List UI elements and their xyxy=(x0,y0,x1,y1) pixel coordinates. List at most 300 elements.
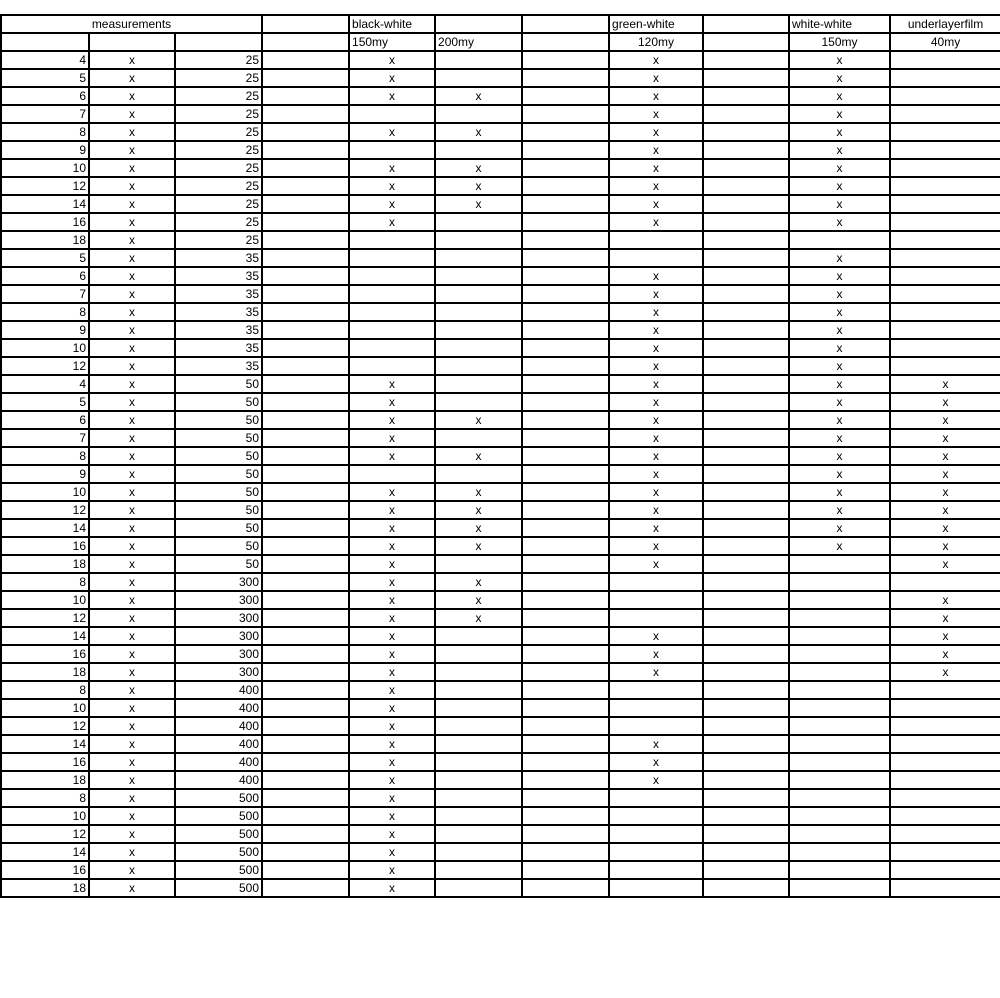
table-cell[interactable]: x xyxy=(349,753,435,771)
table-cell[interactable]: x xyxy=(890,537,1000,555)
table-cell[interactable] xyxy=(703,483,789,501)
table-cell[interactable]: x xyxy=(349,447,435,465)
table-cell[interactable] xyxy=(522,159,609,177)
table-cell[interactable]: x xyxy=(609,519,703,537)
table-cell[interactable] xyxy=(262,519,349,537)
table-cell[interactable] xyxy=(262,645,349,663)
table-cell[interactable]: x xyxy=(89,141,175,159)
table-cell[interactable]: x xyxy=(89,231,175,249)
table-cell[interactable]: x xyxy=(890,645,1000,663)
table-cell[interactable] xyxy=(703,177,789,195)
table-cell[interactable]: x xyxy=(609,213,703,231)
table-cell[interactable]: 400 xyxy=(175,681,262,699)
table-cell[interactable]: x xyxy=(789,213,890,231)
table-cell[interactable]: 50 xyxy=(175,501,262,519)
table-cell[interactable]: 16 xyxy=(1,861,89,879)
table-cell[interactable] xyxy=(609,861,703,879)
table-cell[interactable] xyxy=(435,771,522,789)
header-underlayerfilm[interactable]: underlayerfilm xyxy=(890,15,1000,33)
table-cell[interactable] xyxy=(435,807,522,825)
table-cell[interactable]: 35 xyxy=(175,285,262,303)
table-cell[interactable] xyxy=(522,303,609,321)
table-cell[interactable] xyxy=(789,825,890,843)
table-cell[interactable] xyxy=(522,753,609,771)
header-thickness-40my[interactable]: 40my xyxy=(890,33,1000,51)
table-cell[interactable]: x xyxy=(89,627,175,645)
table-cell[interactable] xyxy=(262,555,349,573)
table-cell[interactable]: 50 xyxy=(175,429,262,447)
table-cell[interactable] xyxy=(703,627,789,645)
table-cell[interactable] xyxy=(522,69,609,87)
table-cell[interactable]: x xyxy=(435,159,522,177)
header-black-white[interactable]: black-white xyxy=(349,15,435,33)
table-cell[interactable] xyxy=(890,123,1000,141)
table-cell[interactable]: x xyxy=(89,339,175,357)
table-cell[interactable] xyxy=(609,825,703,843)
table-cell[interactable] xyxy=(435,555,522,573)
table-cell[interactable] xyxy=(890,699,1000,717)
table-cell[interactable]: x xyxy=(609,375,703,393)
table-cell[interactable] xyxy=(435,51,522,69)
table-cell[interactable]: x xyxy=(789,159,890,177)
table-cell[interactable]: x xyxy=(89,267,175,285)
table-cell[interactable]: x xyxy=(435,591,522,609)
table-cell[interactable]: x xyxy=(609,447,703,465)
table-cell[interactable]: x xyxy=(609,69,703,87)
table-cell[interactable] xyxy=(522,699,609,717)
table-cell[interactable]: x xyxy=(349,483,435,501)
table-cell[interactable] xyxy=(522,339,609,357)
table-cell[interactable] xyxy=(262,285,349,303)
table-cell[interactable]: 5 xyxy=(1,249,89,267)
table-cell[interactable]: x xyxy=(789,375,890,393)
table-cell[interactable] xyxy=(435,249,522,267)
table-cell[interactable] xyxy=(703,231,789,249)
table-cell[interactable] xyxy=(262,735,349,753)
table-cell[interactable]: x xyxy=(789,519,890,537)
table-cell[interactable]: x xyxy=(89,663,175,681)
table-cell[interactable]: x xyxy=(89,213,175,231)
table-cell[interactable] xyxy=(789,789,890,807)
header-thickness-200my[interactable]: 200my xyxy=(435,33,522,51)
table-cell[interactable] xyxy=(349,465,435,483)
table-cell[interactable] xyxy=(349,249,435,267)
table-cell[interactable] xyxy=(349,285,435,303)
table-cell[interactable]: 16 xyxy=(1,537,89,555)
table-cell[interactable]: x xyxy=(349,195,435,213)
table-cell[interactable] xyxy=(890,717,1000,735)
table-cell[interactable]: 14 xyxy=(1,843,89,861)
table-cell[interactable] xyxy=(703,609,789,627)
table-cell[interactable]: x xyxy=(789,537,890,555)
table-cell[interactable] xyxy=(789,735,890,753)
table-cell[interactable]: x xyxy=(890,447,1000,465)
header-cell[interactable] xyxy=(703,15,789,33)
table-cell[interactable] xyxy=(789,555,890,573)
table-cell[interactable] xyxy=(262,537,349,555)
table-cell[interactable] xyxy=(522,51,609,69)
table-cell[interactable]: x xyxy=(789,105,890,123)
table-cell[interactable] xyxy=(703,861,789,879)
header-green-white[interactable]: green-white xyxy=(609,15,703,33)
table-cell[interactable] xyxy=(522,483,609,501)
table-cell[interactable] xyxy=(262,321,349,339)
table-cell[interactable]: x xyxy=(349,51,435,69)
table-cell[interactable]: x xyxy=(609,51,703,69)
table-cell[interactable] xyxy=(703,51,789,69)
table-cell[interactable]: 8 xyxy=(1,303,89,321)
table-cell[interactable]: 50 xyxy=(175,537,262,555)
table-cell[interactable]: 35 xyxy=(175,357,262,375)
table-cell[interactable] xyxy=(522,429,609,447)
table-cell[interactable] xyxy=(703,69,789,87)
table-cell[interactable] xyxy=(262,591,349,609)
table-cell[interactable] xyxy=(262,195,349,213)
table-cell[interactable]: x xyxy=(89,195,175,213)
table-cell[interactable] xyxy=(349,303,435,321)
table-cell[interactable] xyxy=(789,843,890,861)
table-cell[interactable] xyxy=(435,699,522,717)
table-cell[interactable]: x xyxy=(349,519,435,537)
table-cell[interactable] xyxy=(262,771,349,789)
table-cell[interactable] xyxy=(435,825,522,843)
header-cell[interactable] xyxy=(522,33,609,51)
table-cell[interactable]: 16 xyxy=(1,213,89,231)
table-cell[interactable] xyxy=(262,573,349,591)
table-cell[interactable]: 25 xyxy=(175,105,262,123)
table-cell[interactable]: 16 xyxy=(1,753,89,771)
table-cell[interactable]: 50 xyxy=(175,483,262,501)
table-cell[interactable] xyxy=(703,447,789,465)
table-cell[interactable] xyxy=(262,393,349,411)
table-cell[interactable]: x xyxy=(435,519,522,537)
table-cell[interactable]: x xyxy=(435,123,522,141)
table-cell[interactable] xyxy=(703,843,789,861)
table-cell[interactable] xyxy=(262,447,349,465)
table-cell[interactable] xyxy=(435,213,522,231)
table-cell[interactable] xyxy=(262,807,349,825)
table-cell[interactable] xyxy=(703,249,789,267)
table-cell[interactable] xyxy=(890,51,1000,69)
table-cell[interactable]: 12 xyxy=(1,609,89,627)
table-cell[interactable]: x xyxy=(349,555,435,573)
table-cell[interactable]: x xyxy=(349,375,435,393)
table-cell[interactable]: 8 xyxy=(1,789,89,807)
table-cell[interactable] xyxy=(522,663,609,681)
table-cell[interactable] xyxy=(703,195,789,213)
table-cell[interactable]: 35 xyxy=(175,303,262,321)
table-cell[interactable]: 300 xyxy=(175,627,262,645)
table-cell[interactable] xyxy=(890,879,1000,897)
table-cell[interactable] xyxy=(262,303,349,321)
table-cell[interactable]: x xyxy=(609,645,703,663)
table-cell[interactable]: x xyxy=(435,411,522,429)
table-cell[interactable]: x xyxy=(435,447,522,465)
table-cell[interactable] xyxy=(890,681,1000,699)
table-cell[interactable]: x xyxy=(89,537,175,555)
table-cell[interactable]: x xyxy=(890,465,1000,483)
table-cell[interactable] xyxy=(262,249,349,267)
table-cell[interactable] xyxy=(789,753,890,771)
header-cell[interactable] xyxy=(175,33,262,51)
table-cell[interactable]: x xyxy=(609,159,703,177)
table-cell[interactable]: x xyxy=(789,321,890,339)
table-cell[interactable]: x xyxy=(789,303,890,321)
table-cell[interactable]: x xyxy=(890,501,1000,519)
table-cell[interactable] xyxy=(890,753,1000,771)
table-cell[interactable]: 25 xyxy=(175,177,262,195)
table-cell[interactable]: x xyxy=(609,411,703,429)
table-cell[interactable] xyxy=(789,645,890,663)
table-cell[interactable]: x xyxy=(609,465,703,483)
table-cell[interactable]: 6 xyxy=(1,87,89,105)
table-cell[interactable]: 9 xyxy=(1,141,89,159)
table-cell[interactable]: x xyxy=(349,393,435,411)
header-cell[interactable] xyxy=(703,33,789,51)
table-cell[interactable] xyxy=(703,339,789,357)
table-cell[interactable] xyxy=(522,375,609,393)
table-cell[interactable] xyxy=(890,213,1000,231)
table-cell[interactable] xyxy=(522,789,609,807)
table-cell[interactable]: x xyxy=(890,429,1000,447)
table-cell[interactable]: 14 xyxy=(1,735,89,753)
table-cell[interactable]: 14 xyxy=(1,519,89,537)
table-cell[interactable] xyxy=(890,105,1000,123)
table-cell[interactable] xyxy=(349,105,435,123)
table-cell[interactable]: 500 xyxy=(175,843,262,861)
table-cell[interactable]: x xyxy=(89,105,175,123)
table-cell[interactable] xyxy=(435,861,522,879)
table-cell[interactable]: x xyxy=(609,141,703,159)
table-cell[interactable]: x xyxy=(349,645,435,663)
table-cell[interactable] xyxy=(262,177,349,195)
table-cell[interactable]: x xyxy=(349,573,435,591)
table-cell[interactable]: 500 xyxy=(175,861,262,879)
table-cell[interactable] xyxy=(435,105,522,123)
table-cell[interactable]: x xyxy=(609,627,703,645)
table-cell[interactable]: x xyxy=(89,591,175,609)
table-cell[interactable]: 35 xyxy=(175,339,262,357)
table-cell[interactable] xyxy=(703,699,789,717)
table-cell[interactable]: x xyxy=(609,177,703,195)
table-cell[interactable] xyxy=(522,645,609,663)
table-cell[interactable]: x xyxy=(435,195,522,213)
table-cell[interactable]: x xyxy=(349,177,435,195)
table-cell[interactable] xyxy=(703,411,789,429)
table-cell[interactable]: x xyxy=(349,609,435,627)
table-cell[interactable]: x xyxy=(789,69,890,87)
table-cell[interactable] xyxy=(262,159,349,177)
table-cell[interactable]: x xyxy=(349,717,435,735)
table-cell[interactable]: 25 xyxy=(175,51,262,69)
table-cell[interactable]: x xyxy=(435,609,522,627)
table-cell[interactable]: 25 xyxy=(175,231,262,249)
header-cell[interactable] xyxy=(1,33,89,51)
table-cell[interactable] xyxy=(435,429,522,447)
table-cell[interactable] xyxy=(890,321,1000,339)
table-cell[interactable]: 25 xyxy=(175,195,262,213)
table-cell[interactable]: x xyxy=(609,87,703,105)
table-cell[interactable] xyxy=(522,609,609,627)
table-cell[interactable]: x xyxy=(89,501,175,519)
table-cell[interactable]: 25 xyxy=(175,87,262,105)
table-cell[interactable] xyxy=(262,699,349,717)
table-cell[interactable]: 50 xyxy=(175,411,262,429)
table-cell[interactable]: 35 xyxy=(175,321,262,339)
table-cell[interactable] xyxy=(435,789,522,807)
table-cell[interactable]: x xyxy=(89,357,175,375)
table-cell[interactable] xyxy=(262,825,349,843)
table-cell[interactable] xyxy=(262,753,349,771)
table-cell[interactable] xyxy=(890,177,1000,195)
table-cell[interactable] xyxy=(349,141,435,159)
table-cell[interactable] xyxy=(703,429,789,447)
table-cell[interactable] xyxy=(789,663,890,681)
table-cell[interactable]: x xyxy=(349,213,435,231)
table-cell[interactable]: 50 xyxy=(175,555,262,573)
table-cell[interactable] xyxy=(522,825,609,843)
table-cell[interactable]: x xyxy=(89,645,175,663)
table-cell[interactable] xyxy=(522,861,609,879)
table-cell[interactable]: 7 xyxy=(1,429,89,447)
table-cell[interactable]: x xyxy=(890,591,1000,609)
table-cell[interactable]: x xyxy=(890,375,1000,393)
table-cell[interactable] xyxy=(703,285,789,303)
table-cell[interactable]: x xyxy=(435,573,522,591)
table-cell[interactable]: 500 xyxy=(175,789,262,807)
table-cell[interactable]: 18 xyxy=(1,663,89,681)
table-cell[interactable] xyxy=(522,735,609,753)
table-cell[interactable]: x xyxy=(789,123,890,141)
table-cell[interactable]: 10 xyxy=(1,483,89,501)
table-cell[interactable] xyxy=(703,213,789,231)
table-cell[interactable] xyxy=(703,825,789,843)
table-cell[interactable] xyxy=(890,735,1000,753)
table-cell[interactable]: x xyxy=(609,483,703,501)
table-cell[interactable] xyxy=(435,627,522,645)
table-cell[interactable]: 8 xyxy=(1,681,89,699)
table-cell[interactable] xyxy=(349,321,435,339)
table-cell[interactable]: x xyxy=(349,699,435,717)
table-cell[interactable]: x xyxy=(89,375,175,393)
table-cell[interactable]: x xyxy=(89,519,175,537)
header-cell[interactable] xyxy=(522,15,609,33)
table-cell[interactable]: x xyxy=(789,465,890,483)
table-cell[interactable]: x xyxy=(349,87,435,105)
table-cell[interactable]: x xyxy=(435,501,522,519)
table-cell[interactable] xyxy=(890,771,1000,789)
table-cell[interactable] xyxy=(703,87,789,105)
table-cell[interactable]: 500 xyxy=(175,879,262,897)
table-cell[interactable]: 12 xyxy=(1,357,89,375)
table-cell[interactable]: x xyxy=(435,87,522,105)
table-cell[interactable] xyxy=(703,105,789,123)
table-cell[interactable]: 300 xyxy=(175,609,262,627)
table-cell[interactable] xyxy=(703,591,789,609)
table-cell[interactable]: x xyxy=(609,321,703,339)
table-cell[interactable] xyxy=(703,123,789,141)
table-cell[interactable] xyxy=(789,627,890,645)
table-cell[interactable]: x xyxy=(89,861,175,879)
table-cell[interactable] xyxy=(522,249,609,267)
table-cell[interactable]: 12 xyxy=(1,825,89,843)
table-cell[interactable] xyxy=(890,789,1000,807)
table-cell[interactable]: 10 xyxy=(1,159,89,177)
table-cell[interactable]: 18 xyxy=(1,555,89,573)
table-cell[interactable]: x xyxy=(609,771,703,789)
header-white-white[interactable]: white-white xyxy=(789,15,890,33)
table-cell[interactable]: 6 xyxy=(1,267,89,285)
table-cell[interactable]: 8 xyxy=(1,447,89,465)
table-cell[interactable]: 14 xyxy=(1,195,89,213)
table-cell[interactable]: x xyxy=(890,663,1000,681)
table-cell[interactable]: x xyxy=(349,537,435,555)
table-cell[interactable]: x xyxy=(890,393,1000,411)
table-cell[interactable] xyxy=(703,321,789,339)
table-cell[interactable] xyxy=(789,681,890,699)
table-cell[interactable] xyxy=(522,195,609,213)
table-cell[interactable] xyxy=(435,357,522,375)
table-cell[interactable] xyxy=(609,573,703,591)
table-cell[interactable]: x xyxy=(349,843,435,861)
table-cell[interactable]: 300 xyxy=(175,645,262,663)
table-cell[interactable] xyxy=(703,303,789,321)
table-cell[interactable]: x xyxy=(349,735,435,753)
header-thickness-150my[interactable]: 150my xyxy=(349,33,435,51)
table-cell[interactable] xyxy=(522,771,609,789)
table-cell[interactable] xyxy=(522,87,609,105)
table-cell[interactable] xyxy=(890,87,1000,105)
table-cell[interactable] xyxy=(435,753,522,771)
table-cell[interactable]: x xyxy=(89,465,175,483)
table-cell[interactable]: x xyxy=(609,339,703,357)
table-cell[interactable]: x xyxy=(89,429,175,447)
table-cell[interactable] xyxy=(435,879,522,897)
table-cell[interactable]: x xyxy=(609,393,703,411)
table-cell[interactable]: x xyxy=(89,411,175,429)
table-cell[interactable]: 300 xyxy=(175,663,262,681)
table-cell[interactable] xyxy=(435,717,522,735)
table-cell[interactable]: x xyxy=(789,51,890,69)
table-cell[interactable]: 12 xyxy=(1,501,89,519)
table-cell[interactable]: x xyxy=(609,537,703,555)
table-cell[interactable] xyxy=(703,537,789,555)
table-cell[interactable] xyxy=(522,321,609,339)
table-cell[interactable] xyxy=(262,51,349,69)
table-cell[interactable]: x xyxy=(349,807,435,825)
table-cell[interactable] xyxy=(789,609,890,627)
table-cell[interactable]: x xyxy=(349,879,435,897)
table-cell[interactable]: x xyxy=(789,141,890,159)
table-cell[interactable] xyxy=(522,285,609,303)
table-cell[interactable]: x xyxy=(890,483,1000,501)
table-cell[interactable] xyxy=(703,789,789,807)
table-cell[interactable]: 5 xyxy=(1,69,89,87)
table-cell[interactable] xyxy=(262,339,349,357)
table-cell[interactable]: 6 xyxy=(1,411,89,429)
table-cell[interactable] xyxy=(522,105,609,123)
table-cell[interactable] xyxy=(262,231,349,249)
table-cell[interactable] xyxy=(789,573,890,591)
table-cell[interactable] xyxy=(703,159,789,177)
table-cell[interactable]: x xyxy=(609,735,703,753)
table-cell[interactable] xyxy=(349,339,435,357)
table-cell[interactable]: x xyxy=(89,321,175,339)
table-cell[interactable]: x xyxy=(349,429,435,447)
table-cell[interactable] xyxy=(609,879,703,897)
table-cell[interactable] xyxy=(522,393,609,411)
table-cell[interactable]: x xyxy=(789,393,890,411)
